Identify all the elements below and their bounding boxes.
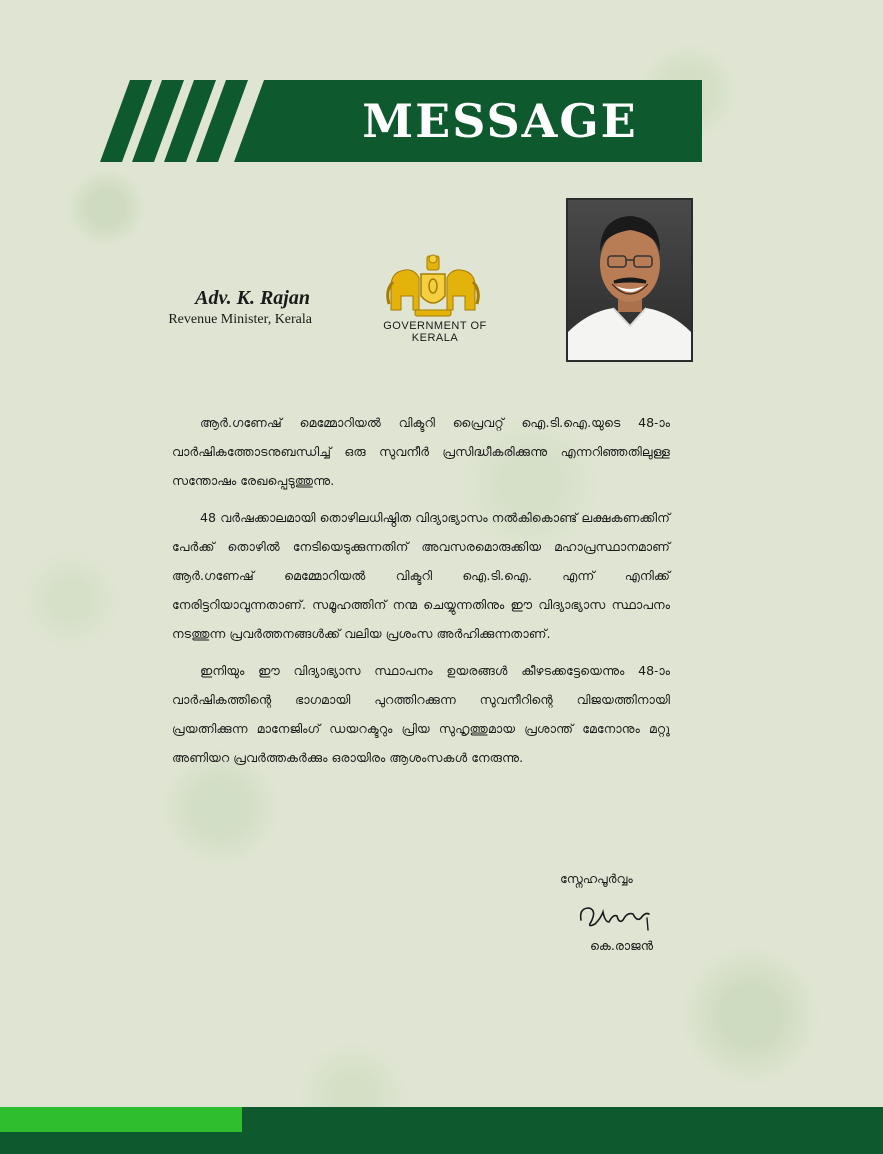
portrait-photo — [566, 198, 693, 362]
author-name: Adv. K. Rajan — [195, 287, 310, 309]
handwritten-signature — [575, 900, 655, 934]
message-paragraph: ആർ.ഗണേഷ് മെമ്മോറിയൽ വിക്ടറി പ്രൈവറ്റ് ഐ.ടി.ഐ.യുടെ 48-ാം വാർഷികത്തോടനുബന്ധിച്ച് ഒരു സുവനീർ പ്രസിദ്ധീകരിക്കുന്നു എന്നറിഞ്ഞതിലുള്ള സന്തോഷം രേഖപ്പെടുത്തുന്നു. — [172, 415, 670, 488]
kerala-state-emblem-icon — [385, 252, 481, 318]
banner-title: MESSAGE — [362, 94, 638, 148]
signer-name: കെ.രാജൻ — [590, 938, 654, 953]
message-paragraph: 48 വർഷക്കാലമായി തൊഴിലധിഷ്ഠിത വിദ്യാഭ്യാസം നൽകികൊണ്ട് ലക്ഷകണക്കിന് പേർക്ക് തൊഴിൽ നേടിയെടുക്കുന്നതിന് അവസരമൊരുക്കിയ മഹാപ്രസ്ഥാനമാണ് ആർ.ഗണേഷ് മെമ്മോറിയൽ വിക്ടറി ഐ.ടി.ഐ. എന്ന് എനിക്ക് നേരിട്ടറിയാവുന്നതാണ്. സമൂഹത്തിന് നന്മ ചെയ്യുന്നതിനും ഈ വിദ്യാഭ്യാസ സ്ഥാപനം നടത്തുന്ന പ്രവർത്തനങ്ങൾക്ക് വലിയ പ്രശംസ അർഹിക്കുന്നതാണ്. — [172, 510, 670, 641]
message-paragraph: ഇനിയും ഈ വിദ്യാഭ്യാസ സ്ഥാപനം ഉയരങ്ങൾ കീഴടക്കട്ടേയെന്നും 48-ാം വാർഷികത്തിന്റെ ഭാഗമായി പുറത്തിറക്കുന്ന സുവനീറിന്റെ വിജയത്തിനായി പ്രയത്നിക്കുന്ന മാനേജിംഗ് ഡയറക്ടറും പ്രിയ സുഹൃത്തുമായ പ്രശാന്ത് മേനോനും മറ്റു അണിയറ പ്രവർത്തകർക്കും ഒരായിരം ആശംസകൾ നേരുന്നു. — [172, 663, 670, 765]
author-designation: Revenue Minister, Kerala — [168, 312, 312, 327]
closing-salutation: സ്നേഹപൂർവ്വം — [560, 871, 633, 886]
footer-accent-bar — [0, 1107, 242, 1132]
message-body — [172, 408, 670, 780]
government-label: GOVERNMENT OF KERALA — [383, 320, 487, 344]
message-banner — [100, 80, 702, 162]
